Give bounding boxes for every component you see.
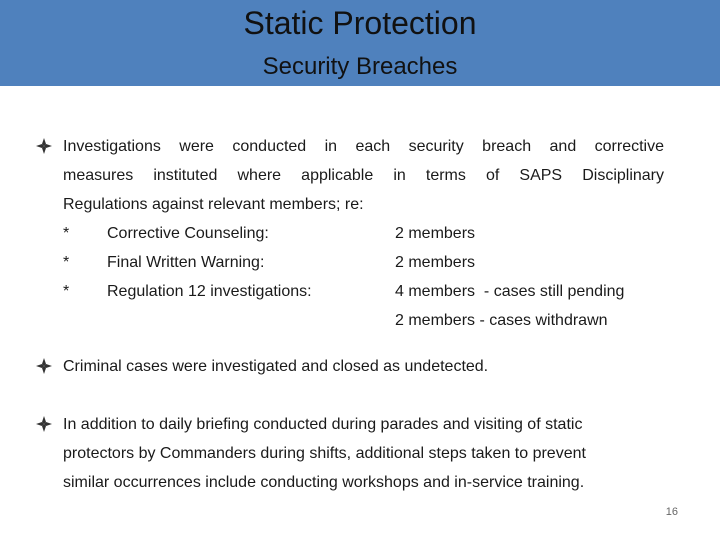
page-number: 16 xyxy=(665,506,678,518)
bullet-additional-steps xyxy=(36,410,664,497)
bullet-line: protectors by Commanders during shifts, additional steps taken to prevent xyxy=(63,445,586,462)
item-marker: * xyxy=(63,254,70,271)
item-value: 2 members xyxy=(395,225,476,242)
slide-subtitle: Security Breaches xyxy=(262,53,458,80)
bullet-criminal-cases xyxy=(36,352,664,381)
slide-title: Static Protection xyxy=(243,5,477,41)
bullet-line: measures instituted where applicable in terms of SAPS Disciplinary xyxy=(63,167,664,184)
list-item xyxy=(63,277,664,306)
slide-header xyxy=(0,0,720,86)
item-label: Final Written Warning: xyxy=(107,254,265,271)
item-value: 4 members - cases still pending xyxy=(395,283,625,300)
item-value: 2 members xyxy=(395,254,476,271)
list-item xyxy=(63,219,664,248)
list-item xyxy=(63,248,664,277)
bullet-investigations xyxy=(36,132,664,335)
diamond-bullet-icon xyxy=(36,416,52,432)
item-marker: * xyxy=(63,225,70,242)
item-label: Regulation 12 investigations: xyxy=(107,283,312,300)
item-value: 2 members - cases withdrawn xyxy=(395,312,608,329)
diamond-bullet-icon xyxy=(36,358,52,374)
diamond-bullet-icon xyxy=(36,138,52,154)
bullet-line: Criminal cases were investigated and closed as undetected. xyxy=(63,358,489,375)
bullet-line: Regulations against relevant members; re: xyxy=(63,196,364,213)
item-label: Corrective Counseling: xyxy=(107,225,269,242)
list-item xyxy=(63,306,664,335)
bullet-line: Investigations were conducted in each security breach and corrective xyxy=(63,138,664,155)
bullet-line: similar occurrences include conducting workshops and in-service training. xyxy=(63,474,585,491)
item-marker: * xyxy=(63,283,70,300)
bullet-line: In addition to daily briefing conducted during parades and visiting of static xyxy=(63,416,583,433)
